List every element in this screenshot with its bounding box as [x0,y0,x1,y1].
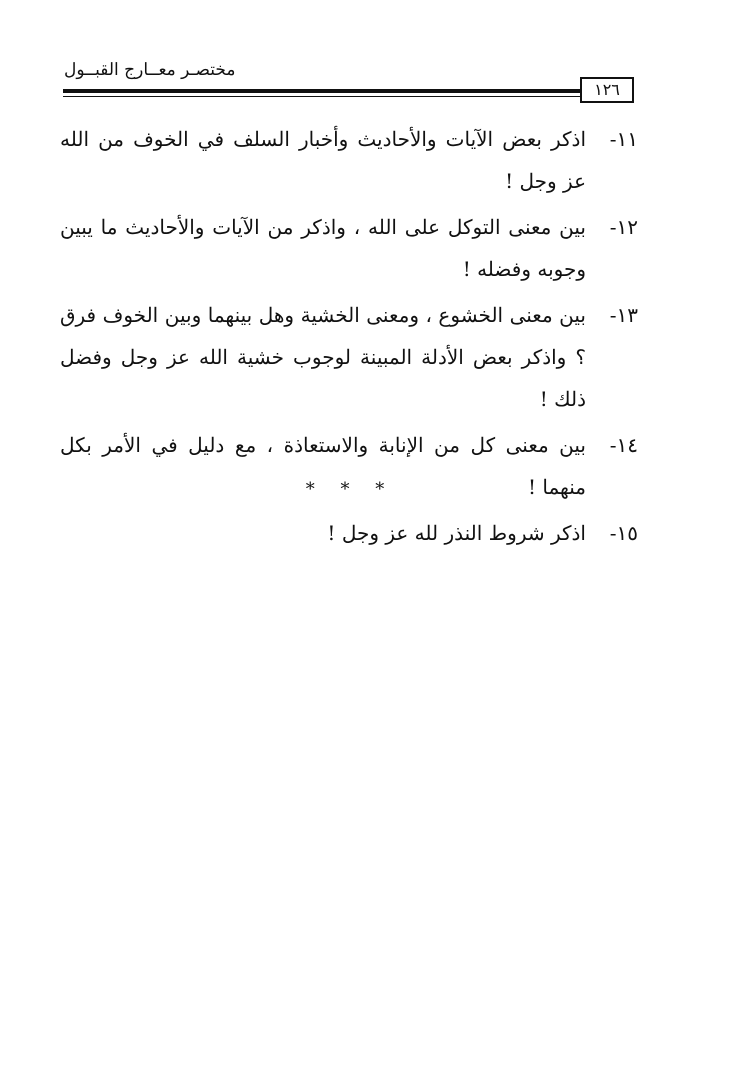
question-text: بين معنى كل من الإنابة والاستعاذة ، مع دليل في الأمر بكل منهما ! [60,433,586,499]
question-text: اذكر بعض الآيات والأحاديث وأخبار السلف في الخوف من الله عز وجل ! [60,127,586,193]
question-text: بين معنى الخشوع ، ومعنى الخشية وهل بينهما وبين الخوف فرق ؟ واذكر بعض الأدلة المبينة لوجوب خشية الله عز وجل وفضل ذلك ! [60,303,586,411]
page-number-box [580,77,634,103]
list-item [60,118,638,202]
list-item [60,294,638,420]
header-rule-thin [63,96,582,97]
question-text: بين معنى التوكل على الله ، واذكر من الآيات والأحاديث ما يبين وجوبه وفضله ! [60,215,586,281]
question-number: ١٤- [609,433,638,457]
list-item [60,206,638,290]
running-header-title: مختصـر معــارج القبــول [64,60,236,80]
page-number: ١٢٦ [594,80,620,99]
header-rule-thick [63,89,582,93]
list-item [60,512,638,554]
question-number: ١٣- [609,303,638,327]
question-number: ١١- [609,127,638,151]
question-number: ١٢- [609,215,638,239]
question-number: ١٥- [609,521,638,545]
question-text: اذكر شروط النذر لله عز وجل ! [327,521,586,545]
section-separator: * * * [305,479,395,500]
